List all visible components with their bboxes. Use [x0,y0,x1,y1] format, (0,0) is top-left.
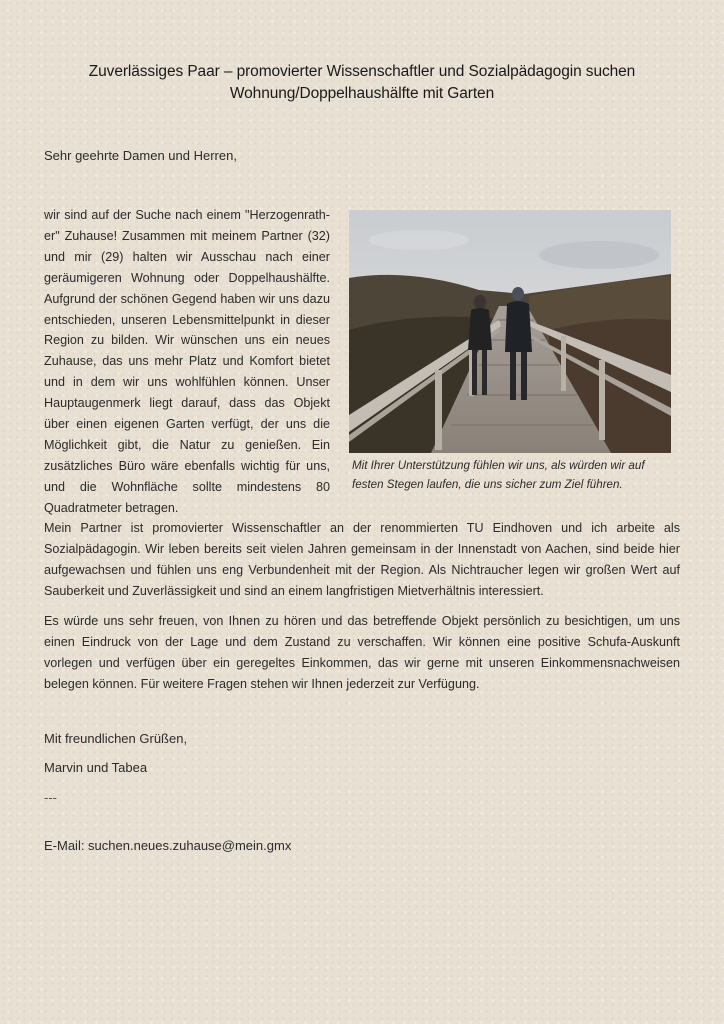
paragraph-about-us: Mein Partner ist promovierter Wissenschaftler an der renommierten TU Eindhoven und ich arbeite als Sozialpädagogin. Wir leben bereits seit vielen Jahren gemeinsam in der Innenstadt von Aachen, sind beide hier aufgewachsen und fühlen uns eng Verbundenheit mit der Region. Als Nichtraucher legen wir großen Wert auf Sauberkeit und Zuverlässigkeit und sind an einem langfristigen Mietverhältnis interessiert. [44,521,680,598]
separator: --- [44,790,57,805]
contact-email[interactable]: E-Mail: suchen.neues.zuhause@mein.gmx [44,838,292,853]
signature-names: Marvin und Tabea [44,760,148,775]
title-line-2: Wohnung/Doppelhaushälfte mit Garten [229,85,495,102]
paragraph-request: Es würde uns sehr freuen, von Ihnen zu hören und das betreffende Objekt persönlich zu besichtigen, um uns einen Eindruck von der Lage und dem Zustand zu verschaffen. Wir können eine positive Schufa-Auskunft vorlegen und verfügen über ein geregeltes Einkommen, das wir gerne mit unseren Einkommensnachweisen belegen können. Für weitere Fragen stehen wir Ihnen jederzeit zur Verfügung. [44,614,680,691]
salutation: Sehr geehrte Damen und Herren, [44,148,237,163]
photo-caption: Mit Ihrer Unterstützung fühlen wir uns, als würden wir auf festen Stegen laufen, die uns sicher zum Ziel führen. [352,459,645,491]
intro-paragraph: wir sind auf der Suche nach einem "Herzogenrath-er" Zuhause! Zusammen mit meinem Partner (32) und mir (29) halten wir Ausschau nach einer geräumigeren Wohnung oder Doppelhaushälfte. Aufgrund der schönen Gegend haben wir uns dazu entschieden, unseren Lebensmittelpunkt in dieser Region zu bilden. Wir wünschen uns ein neues Zuhause, das uns mehr Platz und Komfort bietet und in dem wir uns wohlfühlen können. Unser Hauptaugenmerk liegt darauf, dass das Objekt über einen eigenen Garten verfügt, der uns die Möglichkeit gibt, die Natur zu genießen. Ein zusätzliches Büro wäre ebenfalls wichtig für uns, und die Wohnfläche sollte mindestens 80 Quadratmeter betragen. [44,208,330,515]
page-title [60,61,664,105]
closing-phrase: Mit freundlichen Grüßen, [44,731,188,746]
title-line-1: Zuverlässiges Paar – promovierter Wissenschaftler und Sozialpädagogin suchen [88,63,636,80]
boardwalk-photo [349,210,671,453]
boardwalk-photo-illustration [349,210,671,453]
